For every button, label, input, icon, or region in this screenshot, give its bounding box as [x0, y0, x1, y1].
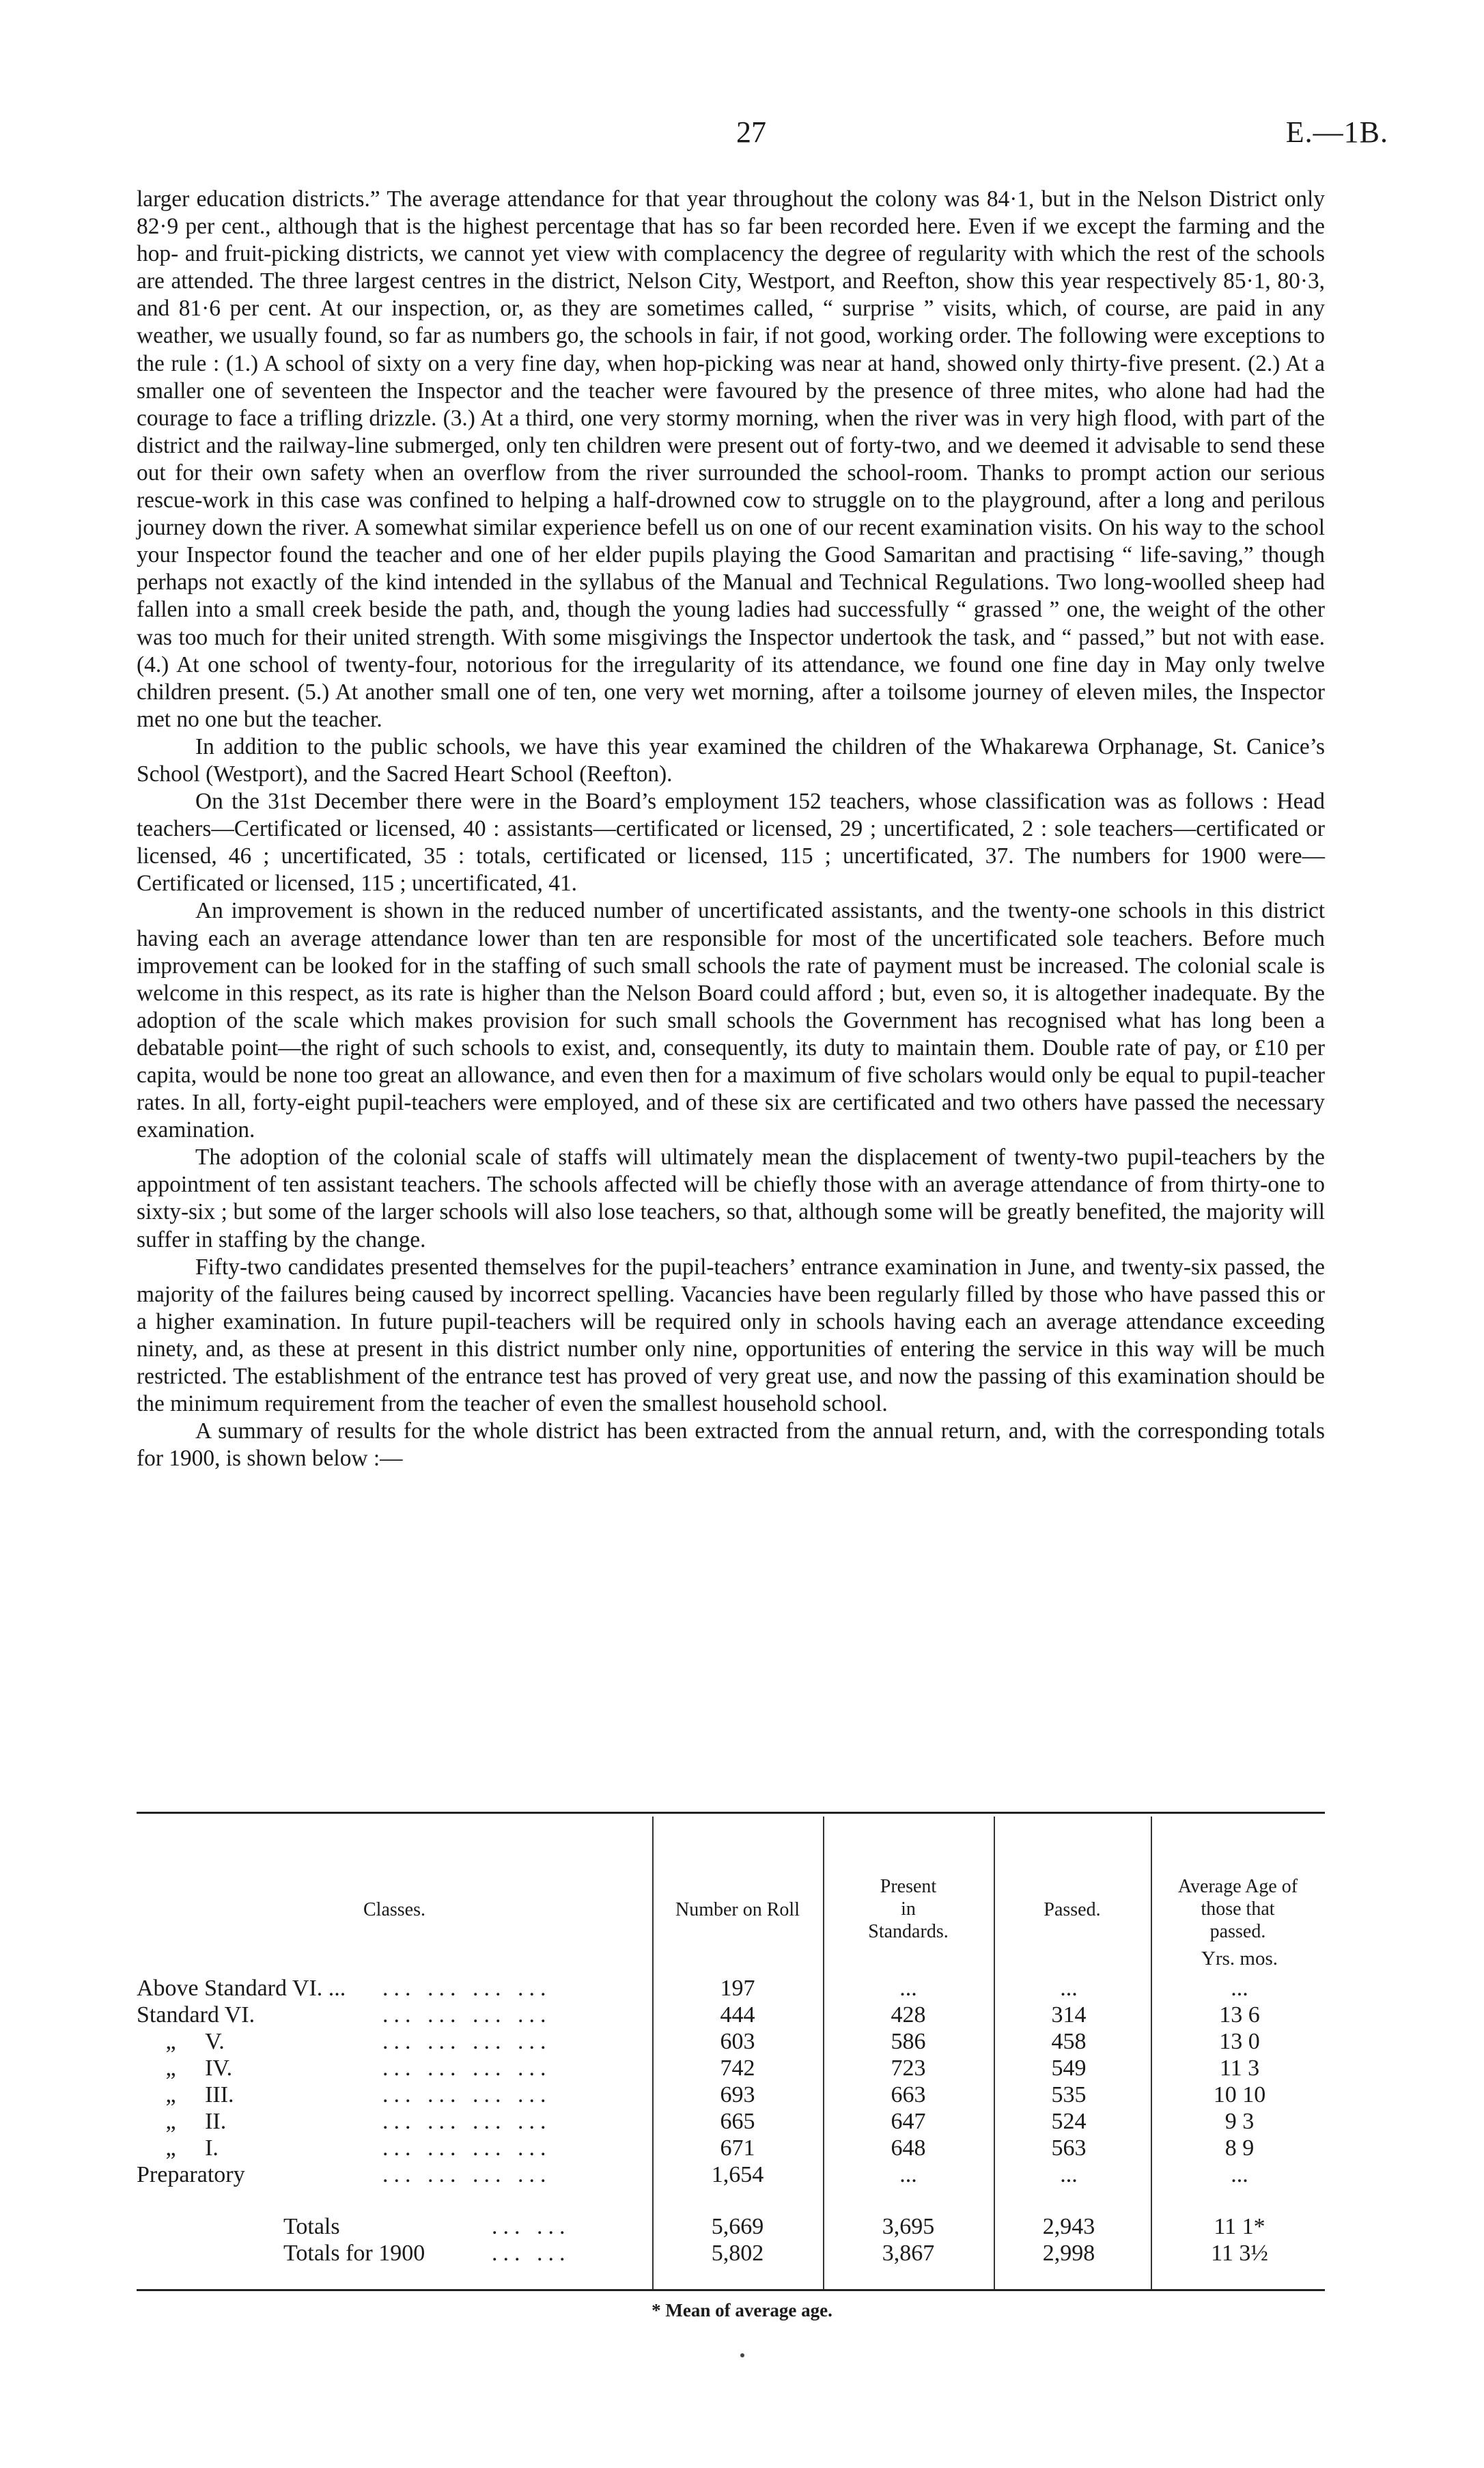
table-row: „ V. ... ... ... ... 603 586 458 13 0: [137, 2029, 1260, 2054]
paragraph-colonial-scale: The adoption of the colonial scale of staffs will ultimately mean the displacement of twenty-two pupil-teachers by the appointment of ten assistant teachers. The schools affected will be chiefly those with an average attendance of from thirty-one to sixty-six ; but some of the larger schools will also lose teachers, so that, although some will be greatly benefited, the majority will suffer in staffing by the change.: [137, 1145, 1325, 1252]
body-text: [137, 186, 1325, 1472]
table-row: „ I. ... ... ... ... 671 648 563 8 9: [137, 2135, 1255, 2161]
table-row: „ III. ... ... ... ... 693 663 535 10 10: [137, 2082, 1266, 2107]
table-row: Above Standard VI. ... ... ... ... ... 197 ... ... ...: [137, 1976, 1248, 2001]
header-classes: Classes.: [363, 1899, 425, 1920]
table-row: „ IV. ... ... ... ... 742 723 549 11 3: [137, 2056, 1260, 2081]
paragraph-summary-intro: A summary of results for the whole district has been extracted from the annual return, and, with the corresponding totals for 1900, is shown below :—: [137, 1418, 1325, 1472]
table-row: Preparatory ... ... ... ... 1,654 ... ... ...: [137, 2162, 1248, 2187]
paragraph-teachers: On the 31st December there were in the Board’s employment 152 teachers, whose classification was as follows : Head teachers—Certificated or licensed, 40 : assistants—certificated or licensed, 29 ; uncertificated, 2 : sole teachers—certificated or licensed, 46 ; uncertificated, 35 : totals, certificated or licensed, 115 ; uncertificated, 37. The numbers for 1900 were—Certificated or licensed, 115 ; uncertificated, 41.: [137, 789, 1325, 897]
print-dot: [740, 2353, 744, 2357]
paragraph-attendance: larger education districts.” The average attendance for that year throughout the colony was 84·1, but in the Nelson District only 82·9 per cent., although that is the highest percentage that has so far been recorded here. Even if we except the farming and the hop- and fruit-picking districts, we cannot yet view with complacency the degree of regularity with which the rest of the schools are attended. The three largest centres in the district, Nelson City, Westport, and Reefton, show this year respectively 85·1, 80·3, and 81·6 per cent. At our inspection, or, as they are sometimes called, “ surprise ” visits, which, of course, are paid in any weather, we usually found, so far as numbers go, the schools in fair, if not good, working order. The following were exceptions to the rule : (1.) A school of sixty on a very fine day, when hop-picking was near at hand, showed only thirty-five present. (2.) At a smaller one of seventeen the Inspector and the teacher were favoured by the presence of three mites, who alone had had the courage to face a trifling drizzle. (3.) At a third, one very stormy morning, when the river was in very high flood, with part of the district and the railway-line submerged, only ten children were present out of forty-two, and we deemed it advisable to send these out for their own safety when an overflow from the river surrounded the school-room. Thanks to prompt action our serious rescue-work in this case was confined to helping a half-drowned cow to struggle on to the playground, after a long and perilous journey down the river. A somewhat similar experience befell us on one of our recent examination visits. On his way to the school your Inspector found the teacher and one of her elder pupils playing the Good Samaritan and practising “ life-saving,” though perhaps not exactly of the kind intended in the syllabus of the Manual and Technical Regulations. Two long-woolled sheep had fallen into a small creek beside the path, and, though the young ladies had successfully “ grassed ” one, the weight of the other was too much for their united strength. With some misgivings the Inspector undertook the task, and “ passed,” but not with ease. (4.) At one school of twenty-four, notorious for the irregularity of its attendance, we found one fine day in May only twelve children present. (5.) At another small one of ten, one very wet morning, after a toilsome journey of eleven miles, the Inspector met no one but the teacher.: [137, 186, 1325, 732]
paragraph-improvement: An improvement is shown in the reduced number of uncertificated assistants, and the twenty-one schools in this district having each an average attendance lower than ten are responsible for most of the uncertificated sole teachers. Before much improvement can be looked for in the staffing of such small schools the rate of payment must be increased. The colonial scale is welcome in this respect, as its rate is higher than the Nelson Board could afford ; but, even so, it is altogether inadequate. By the adoption of the scale which makes provision for such small schools the Government has recognised what has long been a debatable point—the right of such schools to exist, and, consequently, its duty to maintain them. Double rate of pay, or £10 per capita, would be none too great an allowance, and even then for a maximum of five scholars would only be equal to pupil-teacher rates. In all, forty-eight pupil-teachers were employed, and of these six are certificated and two others have passed the necessary examination.: [137, 898, 1325, 1143]
footnote: * Mean of average age.: [652, 2300, 832, 2320]
paragraph-pupil-teachers: Fifty-two candidates presented themselves for the pupil-teachers’ entrance examination in June, and twenty-six passed, the majority of the failures being caused by incorrect spelling. Vacancies have been regularly filled by those who have passed this or a higher examination. In future pupil-teachers will be required only in schools having each an average attendance exceeding ninety, and, as these at present in this district number only nine, opportunities of entering the service in this way will be much restricted. The establishment of the entrance test has proved of very great use, and now the passing of this examination should be the minimum requirement from the teacher of even the smallest household school.: [137, 1254, 1325, 1417]
totals-1900-row: Totals for 1900 ... ... 5,802 3,867 2,998 11 3½: [283, 2241, 1268, 2266]
table-row: Standard VI. ... ... ... ... 444 428 314 13 6: [137, 2002, 1260, 2028]
table-bottom-rule: [137, 2289, 1325, 2291]
totals-row: Totals ... ... 5,669 3,695 2,943 11 1*: [283, 2214, 1265, 2239]
page-number: 27: [736, 115, 766, 149]
units-label: Yrs. mos.: [1201, 1948, 1278, 1969]
header-present-in-standards: Present in Standards.: [868, 1876, 949, 1942]
paragraph-other-schools: In addition to the public schools, we have this year examined the children of the Whakarewa Orphanage, St. Canice’s School (Westport), and the Sacred Heart School (Reefton).: [137, 733, 1325, 787]
table-row: „ II. ... ... ... ... 665 647 524 9 3: [137, 2109, 1255, 2134]
header-passed: Passed.: [1044, 1899, 1101, 1920]
header-average-age: Average Age of those that passed.: [1177, 1876, 1298, 1942]
header-number-on-roll: Number on Roll: [675, 1899, 800, 1920]
document-reference: E.—1B.: [1285, 115, 1388, 149]
table-top-rule: [137, 1812, 1325, 1814]
